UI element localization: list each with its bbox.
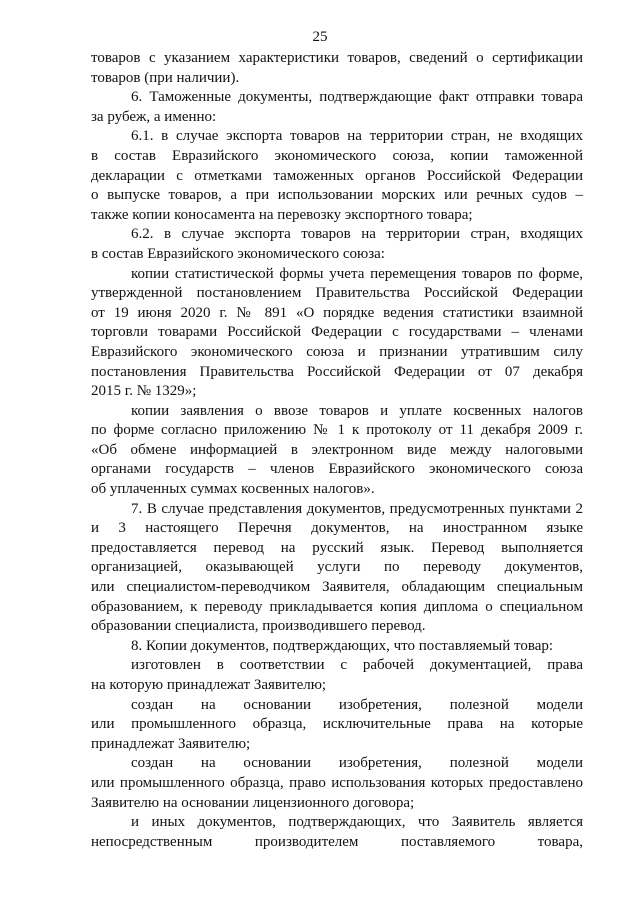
text-line: о выпуске товаров, а при использовании морских или речных судов – <box>91 187 583 204</box>
text-line: Евразийского экономического союза и признании утратившим силу <box>91 343 583 360</box>
page-number: 25 <box>312 29 328 45</box>
paragraph-p-6-1 <box>91 127 583 225</box>
text-line: или промышленного образца, право использования которых предоставлено <box>91 774 583 791</box>
paragraph-p-8-other <box>91 813 583 852</box>
text-line: и 3 настоящего Перечня документов, на иностранном языке <box>91 520 583 537</box>
text-line: об уплаченных суммах косвенных налогов». <box>91 481 375 498</box>
text-line: товаров (при наличии). <box>91 69 240 86</box>
paragraph-p-8-created-exclusive <box>91 696 583 755</box>
text-line: образованием, к переводу прикладывается копия диплома о специальном <box>91 598 583 615</box>
paragraph-p-6-2 <box>91 225 583 264</box>
text-line: предоставляется перевод на русский язык. Перевод выполняется <box>91 539 583 556</box>
text-line: 8. Копии документов, подтверждающих, что поставляемый товар: <box>131 637 554 654</box>
text-line: создан на основании изобретения, полезной модели <box>131 696 583 713</box>
paragraph-p-stat-form <box>91 265 583 402</box>
text-line: копии статистической формы учета перемещения товаров по форме, <box>131 265 583 282</box>
text-line: 7. В случае представления документов, предусмотренных пунктами 2 <box>131 500 583 517</box>
paragraph-p-8-made <box>91 656 583 695</box>
paragraph-p-cont <box>91 49 583 88</box>
text-line: 6. Таможенные документы, подтверждающие факт отправки товара <box>131 89 583 106</box>
text-line: или промышленного образца, исключительные права на которые <box>91 716 583 733</box>
text-line: 2015 г. № 1329»; <box>91 383 197 400</box>
text-line: постановления Правительства Российской Федерации от 07 декабря <box>91 363 583 380</box>
text-line: в состав Евразийского экономического союза: <box>91 245 385 262</box>
text-line: органами государств – членов Евразийского экономического союза <box>91 461 583 478</box>
text-line: принадлежат Заявителю; <box>91 735 251 752</box>
text-line: копии заявления о ввозе товаров и уплате косвенных налогов <box>131 402 583 419</box>
paragraph-p-8 <box>91 637 583 657</box>
text-line: декларации с отметками таможенных органов Российской Федерации <box>91 167 583 184</box>
paragraph-p-tax-statement <box>91 402 583 500</box>
text-line: непосредственным производителем поставляемого товара, <box>91 833 583 850</box>
text-line: торговли товарами Российской Федерации с государствами – членами <box>91 324 583 341</box>
text-line: утвержденной постановлением Правительства Российской Федерации <box>91 285 583 302</box>
text-line: товаров с указанием характеристики товаров, сведений о сертификации <box>91 50 583 66</box>
paragraph-p-6 <box>91 88 583 127</box>
paragraph-p-7 <box>91 500 583 637</box>
paragraph-p-8-created-license <box>91 754 583 813</box>
text-line: «Об обмене информацией в электронном виде между налоговыми <box>91 441 583 458</box>
text-line: образовании специалиста, производившего перевод. <box>91 618 426 635</box>
text-line: на которую принадлежат Заявителю; <box>91 677 327 693</box>
text-line: 6.1. в случае экспорта товаров на территории стран, не входящих <box>131 128 583 145</box>
document-body <box>91 49 583 852</box>
text-line: 6.2. в случае экспорта товаров на территории стран, входящих <box>131 226 583 243</box>
text-line: или специалистом-переводчиком Заявителя, обладающим специальным <box>91 579 583 596</box>
text-line: изготовлен в соответствии с рабочей документацией, права <box>131 657 583 674</box>
text-line: за рубеж, а именно: <box>91 108 217 125</box>
text-line: по форме согласно приложению № 1 к протоколу от 11 декабря 2009 г. <box>91 422 583 439</box>
text-line: и иных документов, подтверждающих, что Заявитель является <box>131 814 583 831</box>
text-line: также копии коносамента на перевозку экспортного товара; <box>91 206 473 223</box>
text-line: от 19 июня 2020 г. № 891 «О порядке ведения статистики взаимной <box>91 304 583 321</box>
text-line: в состав Евразийского экономического союза, копии таможенной <box>91 147 583 164</box>
text-line: создан на основании изобретения, полезной модели <box>131 755 583 772</box>
text-line: Заявителю на основании лицензионного договора; <box>91 794 415 811</box>
text-line: организацией, оказывающей услуги по переводу документов, <box>91 559 583 576</box>
